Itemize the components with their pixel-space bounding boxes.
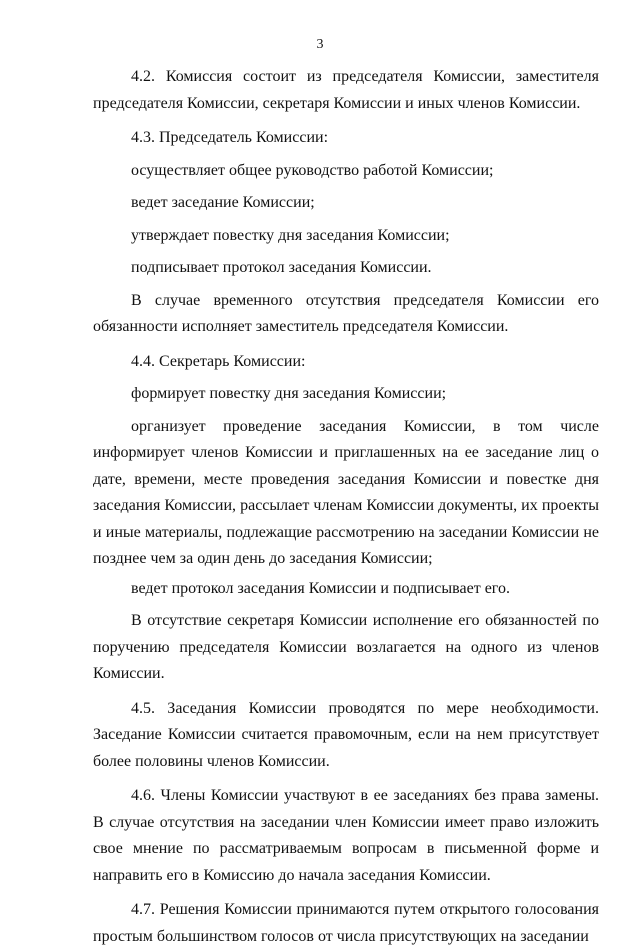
paragraph-4-6: 4.6. Члены Комиссии участвуют в ее заседаниях без права замены. В случае отсутствия на заседании член Комиссии имеет право изложить свое мнение по рассматриваемым вопросам в письменной форме и направить его в Комиссию до начала заседания Комиссии. bbox=[93, 787, 599, 884]
chair-duty-approve-agenda: утверждает повестку дня заседания Комиссии; bbox=[131, 226, 450, 244]
document-body bbox=[93, 64, 599, 950]
chair-duty-sign-protocol: подписывает протокол заседания Комиссии. bbox=[131, 259, 432, 276]
paragraph-4-7: 4.7. Решения Комиссии принимаются путем открытого голосования простым большинством голосов от числа присутствующих на заседании bbox=[93, 901, 599, 945]
paragraph-4-4: 4.4. Секретарь Комиссии: bbox=[131, 352, 306, 370]
chair-duty-conduct-meeting: ведет заседание Комиссии; bbox=[131, 194, 315, 211]
secretary-duty-form-agenda: формирует повестку дня заседания Комиссии; bbox=[131, 385, 447, 402]
page-number: 3 bbox=[316, 37, 324, 52]
secretary-duty-keep-protocol: ведет протокол заседания Комиссии и подписывает его. bbox=[131, 579, 510, 597]
secretary-duty-organize-meeting: организует проведение заседания Комиссии, в том числе информирует членов Комиссии и приглашенных на ее заседание лиц о дате, времени, месте проведения заседания Комиссии и повестке дня заседания Комиссии, рассылает членам Комиссии документы, их проекты и иные материалы, подлежащие рассмотрению на заседании Комиссии не позднее чем за один день до заседания Комиссии; bbox=[93, 417, 599, 567]
paragraph-4-5: 4.5. Заседания Комиссии проводятся по мере необходимости. Заседание Комиссии считается правомочным, если на нем присутствует более половины членов Комиссии. bbox=[93, 699, 599, 770]
paragraph-4-3: 4.3. Председатель Комиссии: bbox=[131, 129, 329, 146]
chair-absence-clause: В случае временного отсутствия председателя Комиссии его обязанности исполняет заместитель председателя Комиссии. bbox=[93, 291, 599, 335]
secretary-absence-clause: В отсутствие секретаря Комиссии исполнение его обязанностей по поручению председателя Комиссии возлагается на одного из членов Комиссии. bbox=[93, 612, 599, 682]
paragraph-4-2: 4.2. Комиссия состоит из председателя Комиссии, заместителя председателя Комиссии, секретаря Комиссии и иных членов Комиссии. bbox=[93, 68, 599, 112]
chair-duty-general-management: осуществляет общее руководство работой Комиссии; bbox=[131, 161, 494, 179]
